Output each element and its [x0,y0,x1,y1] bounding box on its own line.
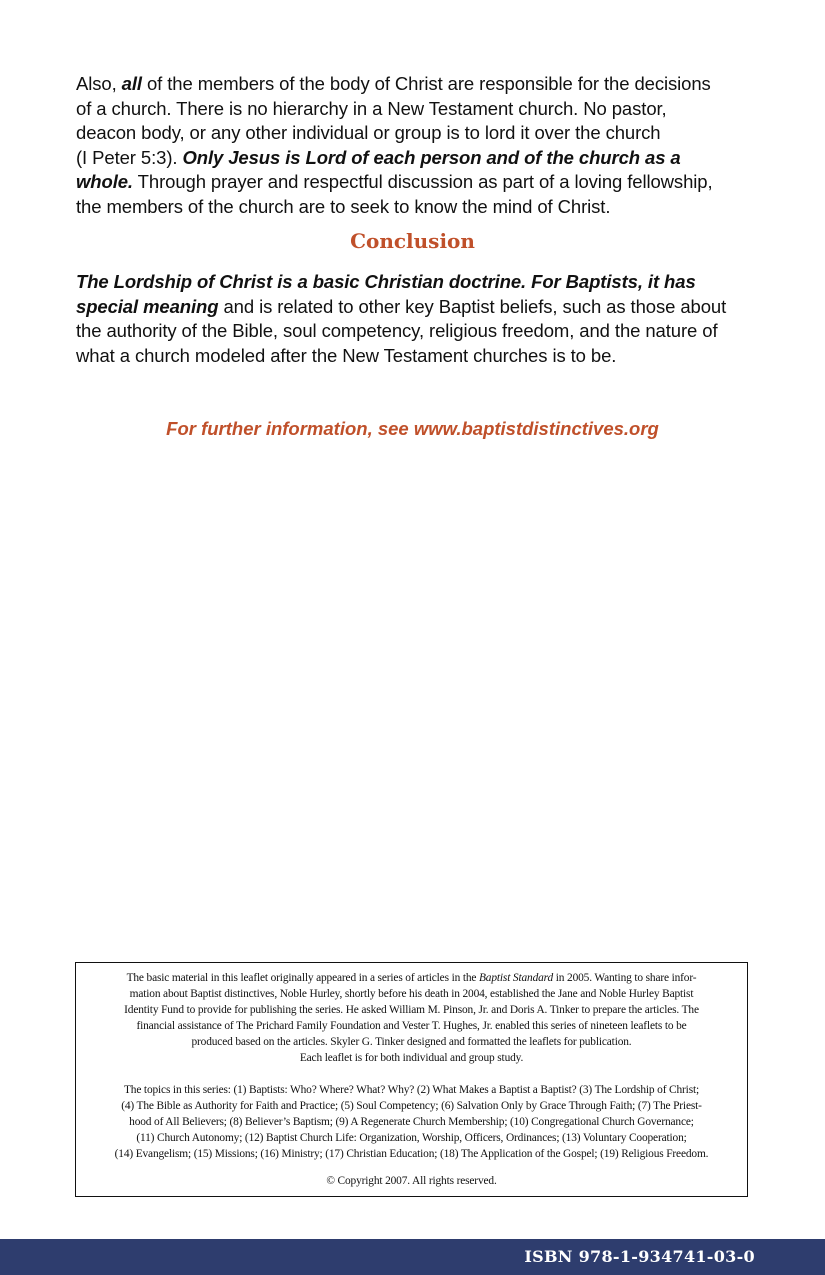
series-background-paragraph [80,970,743,1066]
conclusion-heading: Conclusion [350,229,475,253]
copyright-notice: © Copyright 2007. All rights reserved. [326,1175,497,1187]
text-line: (4) The Bible as Authority for Faith and Practice; (5) Soul Competency; (6) Salvation Only by Grace Through Faith; (7) The Priest- [121,1100,702,1112]
text-run: in 2005. Wanting to share infor- [553,972,697,984]
emphasis-special-meaning: special meaning [76,295,219,317]
text-line: (11) Church Autonomy; (12) Baptist Church Life: Organization, Worship, Officers, Ordinances; (13) Voluntary Cooperation; [136,1132,687,1144]
text-line: the members of the church are to seek to know the mind of Christ. [76,195,611,217]
series-topics-paragraph [80,1082,743,1162]
text-run: The basic material in this leaflet originally appeared in a series of articles in the [126,972,479,984]
text-line: mation about Baptist distinctives, Noble Hurley, shortly before his death in 2004, established the Jane and Noble Hurley Baptist [129,988,694,1000]
emphasis-whole: whole. [76,171,133,193]
paragraph-conclusion [76,270,756,368]
text-line: financial assistance of The Prichard Family Foundation and Vester T. Hughes, Jr. enabled this series of nineteen leaflets to be [136,1020,687,1032]
text-line: The Lordship of Christ is a basic Christian doctrine. For Baptists, it has [76,271,696,292]
spacer [80,1066,743,1082]
text-line: The topics in this series: (1) Baptists: Who? Where? What? Why? (2) What Makes a Baptist a Baptist? (3) The Lordship of Christ; [123,1084,700,1096]
series-info-box [75,962,748,1197]
text-line: deacon body, or any other individual or group is to lord it over the church [76,122,661,144]
further-information-link[interactable]: For further information, see www.baptistdistinctives.org [166,418,659,439]
text-run: Through prayer and respectful discussion as part of a loving fellowship, [132,171,713,193]
emphasis-all: all [121,73,142,94]
text-line: the authority of the Bible, soul competency, religious freedom, and the nature of [76,320,718,342]
text-run: of the members of the body of Christ are responsible for the decisions [141,73,711,94]
isbn-number: ISBN 978-1-934741-03-0 [524,1247,755,1266]
text-line: of a church. There is no hierarchy in a New Testament church. No pastor, [76,97,667,119]
text-line: produced based on the articles. Skyler G. Tinker designed and formatted the leaflets for publication. [191,1036,632,1048]
text-line: Each leaflet is for both individual and group study. [299,1052,524,1064]
scripture-reference: (I Peter 5:3). [76,146,183,168]
spacer [80,1162,743,1173]
text-line: what a church modeled after the New Testament churches is to be. [76,344,617,366]
text-line [76,72,756,97]
text-line: hood of All Believers; (8) Believer’s Baptism; (9) A Regenerate Church Membership; (10) Congregational Church Governance; [129,1116,694,1128]
publication-title: Baptist Standard [479,972,554,984]
text-run: Also, [76,73,122,94]
emphasis-lordship: Only Jesus is Lord of each person and of the church as a [182,146,681,168]
text-line [76,146,756,171]
text-line [76,295,756,320]
paragraph-church-decisions [76,72,756,220]
text-run: and is related to other key Baptist beliefs, such as those about [218,295,727,317]
text-line: (14) Evangelism; (15) Missions; (16) Ministry; (17) Christian Education; (18) The Application of the Gospel; (19) Religious Freedom. [114,1148,709,1160]
text-line [80,970,743,986]
text-line [76,170,756,195]
text-line: Identity Fund to provide for publishing the series. He asked William M. Pinson, Jr. and Doris A. Tinker to prepare the articles. The [124,1004,699,1016]
footer-bar [0,1239,825,1275]
